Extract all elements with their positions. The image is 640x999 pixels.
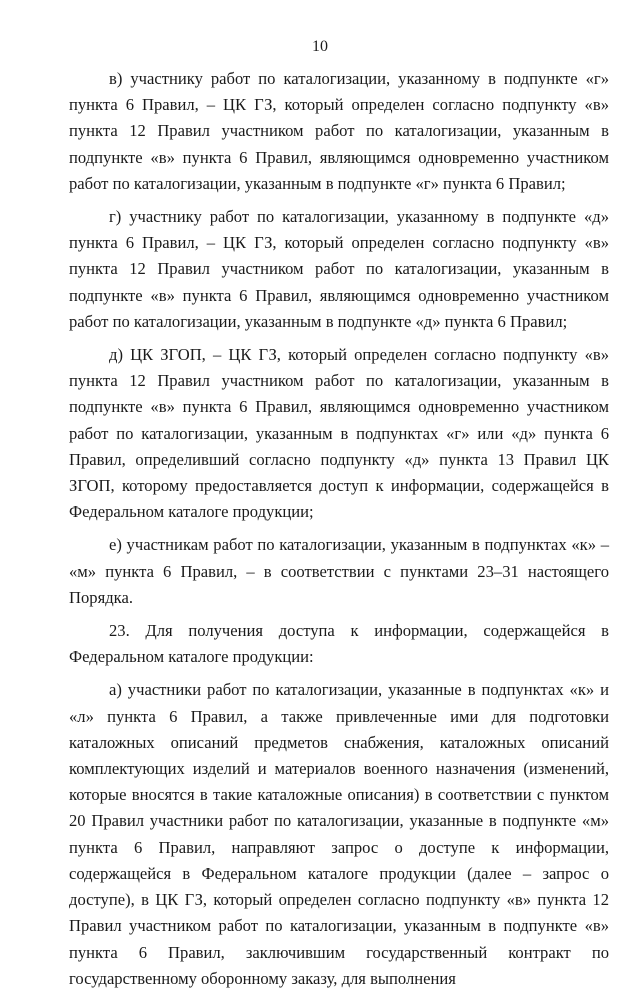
- paragraph-g: г) участнику работ по каталогизации, указанному в подпункте «д» пункта 6 Правил, – ЦК ГЗ, который определен согласно подпункту «в» пункта 12 Правил участником работ по каталогизации, указанным в подпункте «в» пункта 6 Правил, являющимся одновременно участником работ по каталогизации, указанным в подпункте «д» пункта 6 Правил;: [69, 207, 609, 331]
- paragraph-v: в) участнику работ по каталогизации, указанному в подпункте «г» пункта 6 Правил, – ЦК ГЗ, который определен согласно подпункту «в» пункта 12 Правил участником работ по каталогизации, указанным в подпункте «в» пункта 6 Правил, являющимся одновременно участником работ по каталогизации, указанным в подпункте «г» пункта 6 Правил;: [69, 69, 609, 193]
- document-body: [69, 66, 609, 999]
- paragraph-23-a: а) участники работ по каталогизации, указанные в подпунктах «к» и «л» пункта 6 Правил, а также привлеченные ими для подготовки каталожных описаний предметов снабжения, каталожных описаний комплектующих изделий и материалов военного назначения (изменений, которые вносятся в такие каталожные описания) в соответствии с пунктом 20 Правил участники работ по каталогизации, указанные в подпункте «м» пункта 6 Правил, направляют запрос о доступе к информации, содержащейся в Федеральном каталоге продукции (далее – запрос о доступе), в ЦК ГЗ, который определен согласно подпункту «в» пункта 12 Правил участником работ по каталогизации, указанным в подпункте «в» пункта 6 Правил, заключившим государственный контракт по государственному оборонному заказу, для выполнения: [69, 680, 609, 988]
- page-number: 10: [312, 38, 328, 55]
- paragraph-23: 23. Для получения доступа к информации, содержащейся в Федеральном каталоге продукции:: [69, 621, 609, 667]
- paragraph-d: д) ЦК ЗГОП, – ЦК ГЗ, который определен согласно подпункту «в» пункта 12 Правил участником работ по каталогизации, указанным в подпункте «в» пункта 6 Правил, являющимся одновременно участником работ по каталогизации, указанным в подпунктах «г» или «д» пункта 6 Правил, определивший согласно подпункту «д» пункта 13 Правил ЦК ЗГОП, которому предоставляется доступ к информации, содержащейся в Федеральном каталоге продукции;: [69, 345, 609, 522]
- paragraph-e: е) участникам работ по каталогизации, указанным в подпунктах «к» – «м» пункта 6 Правил, – в соответствии с пунктами 23–31 настоящего Порядка.: [69, 535, 609, 607]
